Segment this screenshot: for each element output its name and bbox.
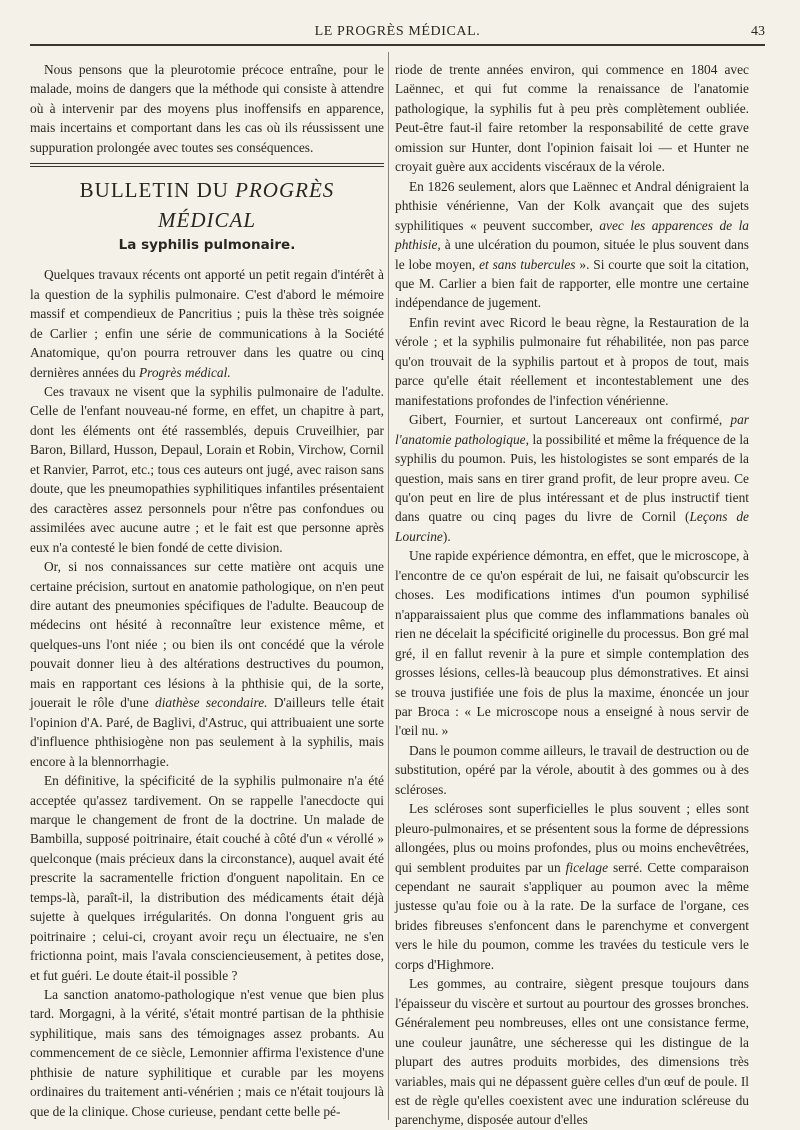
right-paragraph-4-text-c: ). [442, 528, 451, 544]
header-rule [30, 44, 765, 46]
section-rule [30, 163, 384, 167]
right-paragraph-3: Enfin revint avec Ricord le beau règne, la Restauration de la vérole ; et la syphilis pulmonaire fut réhabilitée, non pas parce qu'on trouvait de la syphilis partout et à propos de tout, mais parce qu'elle était réellement et incontestablement une des manifestations profondes de l'infection vénérienne. [395, 314, 749, 408]
right-paragraph-2-ital-1: avec les apparences de la phthisie, [395, 217, 749, 253]
article-subtitle: La syphilis pulmonaire. [118, 237, 296, 254]
left-paragraph-5: La sanction anatomo-pathologique n'est venue que bien plus tard. Morgagni, à la vérité, s'était montré partisan de la phthisie syphilitique, mais sans des témoignages assez probants. Au commencement de ce siècle, Lemonnier affirma l'existence d'une phthisie de nature syphilitique et curable par les moyens ordinaires du traitement anti-vénérien ; mais ce n'était toujours là que de la clinique. Chose curieuse, pendant cette belle pé- [30, 987, 384, 1119]
right-paragraph-2-text-c: ». Si courte que soit la citation, que M. Carlier a bien fait de rapporter, elle montre une certaine indépendance de jugement. [395, 256, 749, 311]
intro-paragraph: Nous pensons que la pleurotomie précoce entraîne, pour le malade, moins de dangers que la méthode qui consiste à attendre où à intervenir par des moyens plus inoffensifs en apparence, mais incertains et comportant dans les cas où ils réussissent une suppuration prolongée avec toutes ses conséquences. [30, 62, 384, 155]
right-paragraph-1: riode de trente années environ, qui commence en 1804 avec Laënnec, et qui fut comme la renaissance de l'anatomie pathologique, la syphilis fut à peu près complètement oubliée. Peut-être faut-il faire retomber la responsabilité de cette grave omission sur Hunter, dont l'opinion faisait loi — et Hunter ne croyait guère aux accidents viscéraux de la vérole. [395, 62, 749, 175]
right-paragraph-8: Les gommes, au contraire, siègent presque toujours dans l'épaisseur du viscère et surtout au pourtour des grosses bronches. Généralement peu nombreuses, elles ont une consistance ferme, une couleur jaunâtre, une sécheresse qui les distingue de la plupart des autres produits morbides, des dimensions très variables, mais qui ne dépassent guère celles d'un œuf de poule. Il est de règle qu'elles coexistent avec une induration scléreuse du parenchyme, disposée autour d'elles [395, 976, 749, 1128]
left-paragraph-1-ital: Progrès médical. [138, 364, 231, 380]
right-paragraph-4-text-b: la possibilité et même la fréquence de la syphilis du poumon. Puis, les histologistes se sont emparés de la question, mais sans en tirer grand profit, de leur propre aveu. Ce qu'on peut en lire de plus intéressant et de plus instructif tient dans quatre ou cinq pages du livre de Cornil ( [395, 431, 749, 525]
right-paragraph-4 [395, 410, 749, 546]
right-paragraph-7-text-a: Les scléroses sont superficielles le plus souvent ; elles sont pleuro-pulmonaires, et se présentent sous la forme de dépressions allongées, plus ou moins profondes, plus ou moins enchevêtrées, qui semblent produites par un [395, 801, 749, 875]
left-column [30, 60, 385, 1119]
right-paragraph-6: Dans le poumon comme ailleurs, le travail de destruction ou de substitution, opéré par la vérole, aboutit à des gommes ou à des scléroses. [395, 742, 749, 797]
right-paragraph-2-ital-2: et sans tubercules [479, 256, 576, 272]
left-paragraph-2: Ces travaux ne visent que la syphilis pulmonaire de l'adulte. Celle de l'enfant nouveau-né forme, en effet, un chapitre à part, dont les éléments ont été rassemblés, depuis Cruveilhier, par Baron, Billard, Husson, Depaul, Lorain et Robin, Virchow, Cornil et Ranvier, Parrot, etc.; tous ces auteurs ont jugé, avec raison sans doute, que les pneumopathies syphilitiques infantiles présentaient des caractères assez personnels pour n'être pas confondues ou assimilées avec aucune autre ; et le fait est que personne après eux n'a contesté le bien fondé de cette division. [30, 383, 384, 555]
left-paragraph-4: En définitive, la spécificité de la syphilis pulmonaire n'a été acceptée qu'assez tardivement. On se rappelle l'anecdocte qui marque le changement de front de la doctrine. Un malade de Bambilla, supposé poitrinaire, était couché à côté d'un « vérollé » quelconque (mais précieux dans la circonstance), auquel avait été prescrite la sacramentelle friction d'onguent napolitain. En ce temps-là, paraît-il, la distribution des médicaments était déjà sujette à quelques irrégularités. On donna l'onguent gris au poitrinaire ; celui-ci, croyant avoir reçu un électuaire, ne s'en frictionna point, mais l'avala consciencieusement, à petites dose, et fut guéri. Le doute était-il possible ? [30, 773, 384, 983]
right-paragraph-7-ital: ficelage [565, 859, 609, 875]
page-header [30, 22, 765, 42]
left-paragraph-1-text: Quelques travaux récents ont apporté un petit regain d'intérêt à la question de la syphilis pulmonaire. C'est d'abord le mémoire massif et compendieux de Pancritius ; puis la thèse très soignée de Carlier ; enfin une série de communications à la Société Anatomique, qu'on pourra retrouver dans les quatre ou cinq dernières années du [30, 267, 384, 380]
page-number: 43 [751, 24, 765, 39]
left-paragraph-3-ital: diathèse secondaire. [155, 695, 268, 711]
right-paragraph-7-text-b: serré. Cette comparaison cependant ne saurait s'appliquer au poumon avec la même justesse qu'au foie ou à la rate. De la surface de l'organe, ces brides fibreuses s'enfoncent dans le parenchyme et convergent vers le hile du poumon, comme les travées du testicule vers le corps d'Highmore. [395, 859, 749, 972]
right-paragraph-5: Une rapide expérience démontra, en effet, que le microscope, à l'encontre de ce qu'on espérait de lui, ne faisait qu'obscurcir les choses. Les modifications intimes d'un poumon syphilisé n'apparaissaient plus que comme des inflammations banales où rien ne décelait la spécificité originelle du processus. Bon gré mal gré, il en fallut revenir à la pure et simple contemplation des grosses lésions, celles-là beaucoup plus démonstratives. Et ainsi se trouva justifiée une fois de plus la maxime, énoncée un jour par Broca : « Le microscope nous a enseigné à nous servir de l'œil nu. » [395, 548, 749, 739]
bulletin-title-prefix: BULLETIN DU [79, 178, 236, 203]
right-paragraph-7 [395, 799, 749, 974]
bulletin-title [30, 175, 384, 235]
right-paragraph-2 [395, 177, 749, 313]
right-column [395, 60, 749, 1128]
left-paragraph-1 [30, 265, 384, 382]
right-paragraph-2-text-a: En 1826 seulement, alors que Laënnec et Andral dénigraient la phthisie vénérienne, Van der Kolk avançait que des sujets syphilitiques « peuvent succomber, [395, 178, 749, 233]
right-paragraph-4-ital-2: Leçons de Lourcine [395, 509, 749, 544]
left-paragraph-3-text-b: D'ailleurs telle était l'opinion d'A. Paré, de Baglivi, d'Astruc, qui attribuaient une sorte d'influence phthisiogène non pas seulement à la syphilis, mais encore à la blennorrhagie. [30, 695, 385, 769]
right-paragraph-4-ital: par l'anatomie pathologique, [395, 412, 749, 447]
right-paragraph-4-text-a: Gibert, Fournier, et surtout Lancereaux ont confirmé, [409, 412, 731, 428]
right-paragraph-2-text-b: à une ulcération du poumon, située le plus souvent dans le lobe moyen, [395, 237, 749, 272]
left-paragraph-3 [30, 557, 384, 771]
column-divider [388, 52, 389, 1120]
left-paragraph-3-text-a: Or, si nos connaissances sur cette matière ont acquis une certaine précision, surtout en anatomie pathologique, on n'en peut dire autant des pneumonies spécifiques de l'adulte. Beaucoup de médecins ont hésité à reconnaître leur existence même, et quelques-uns l'ont niée ; ou bien ils ont concédé que la vérole pouvait donner lieu à des altérations destructives du poumon, mais en rapportant ces lésions à la phthisie qui, de la sorte, jouerait le rôle d'une [30, 559, 384, 711]
bulletin-title-journal: PROGRÈS MÉDICAL [158, 178, 335, 233]
journal-title: LE PROGRÈS MÉDICAL. [314, 24, 481, 39]
